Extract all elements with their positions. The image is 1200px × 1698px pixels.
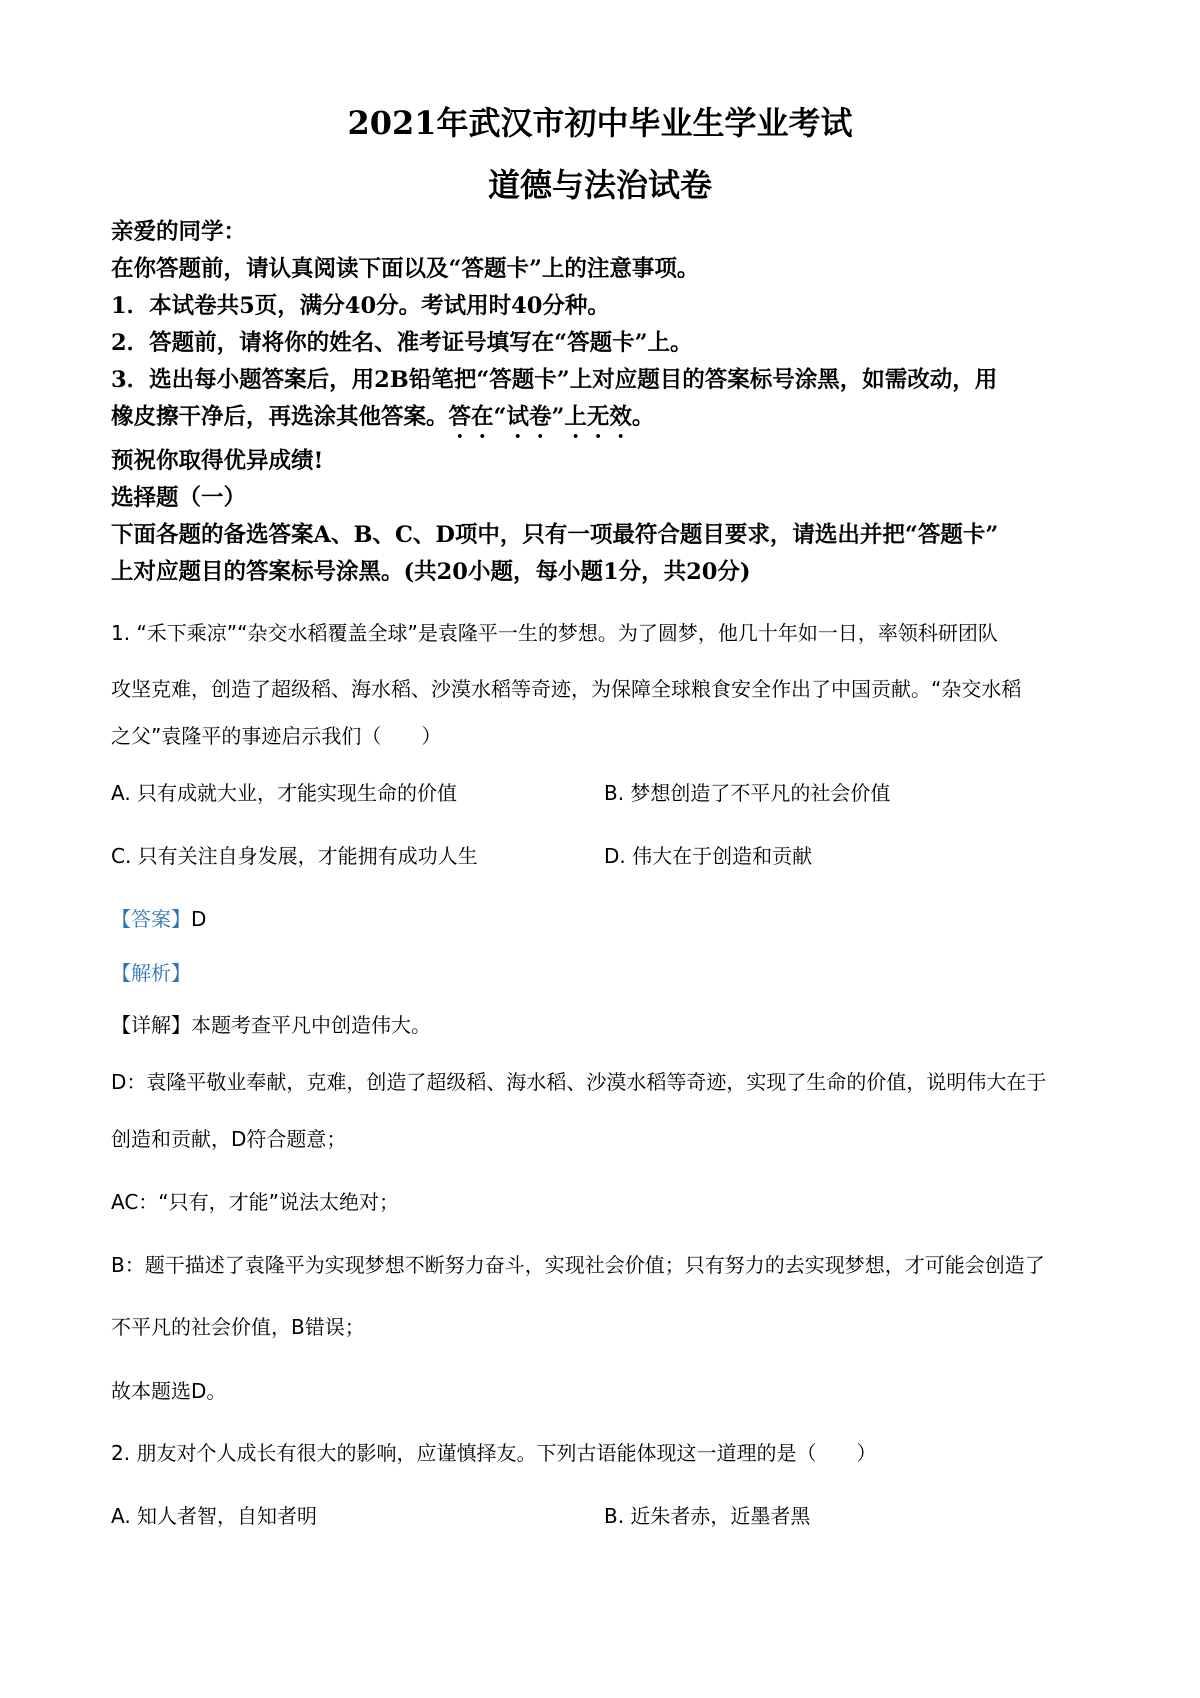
q1-detail: 【详解】本题考查平凡中创造伟大。 — [111, 1013, 431, 1037]
notice-rule-3-line-2 — [111, 398, 1111, 443]
q1-analysis-b-line-1: B：题干描述了袁隆平为实现梦想不断努力奋斗，实现社会价值；只有努力的去实现梦想，才可能会创造了 — [111, 1253, 1045, 1277]
q1-analysis-d-line-1: D：袁隆平敬业奉献，克难，创造了超级稻、海水稻、沙漠水稻等奇迹，实现了生命的价值，说明伟大在于 — [111, 1070, 1047, 1094]
answer-value: D — [191, 907, 207, 931]
q1-answer — [111, 904, 1111, 934]
exam-title: 2021年武汉市初中毕业生学业考试 — [347, 104, 853, 142]
notice-rule-3-line-1: 3．选出每小题答案后，用2B铅笔把“答题卡”上对应题目的答案标号涂黑，如需改动，用 — [111, 367, 998, 393]
notice-intro: 在你答题前，请认真阅读下面以及“答题卡”上的注意事项。 — [111, 256, 700, 282]
answer-tag: 【答案】 — [111, 907, 191, 931]
q1-analysis-b-line-2: 不平凡的社会价值，B错误； — [111, 1315, 365, 1339]
rule-3-end-punct: 。 — [631, 404, 655, 430]
q1-stem-line-2: 攻坚克难，创造了超级稻、海水稻、沙漠水稻等奇迹，为保障全球粮食安全作出了中国贡献。“杂交水稻 — [111, 677, 1022, 701]
notice-rule-1: 1．本试卷共5页，满分40分。考试用时40分种。 — [111, 293, 610, 319]
q2-stem: 2. 朋友对个人成长有很大的影响，应谨慎择友。下列古语能体现这一道理的是（ ） — [111, 1441, 877, 1465]
q1-conclusion: 故本题选D。 — [111, 1379, 227, 1403]
exam-subtitle: 道德与法治试卷 — [487, 166, 712, 204]
section-instruction-line-1: 下面各题的备选答案A、B、C、D项中，只有一项最符合题目要求，请选出并把“答题卡” — [111, 522, 999, 548]
rule-3-plain-text: 橡皮擦干净后，再选涂其他答案。 — [111, 404, 449, 430]
analysis-tag: 【解析】 — [111, 961, 191, 985]
q1-stem-line-1: 1. “禾下乘凉”“杂交水稻覆盖全球”是袁隆平一生的梦想。为了圆梦，他几十年如一日，率领科研团队 — [111, 621, 998, 645]
q1-analysis-ac: AC：“只有，才能”说法太绝对； — [111, 1190, 400, 1214]
q1-analysis-d-line-2: 创造和贡献，D符合题意； — [111, 1127, 347, 1151]
notice-rule-2: 2．答题前，请将你的姓名、准考证号填写在“答题卡”上。 — [111, 330, 693, 356]
q1-stem-line-3: 之父”袁隆平的事迹启示我们（ ） — [111, 724, 442, 748]
q1-option-b: B. 梦想创造了不平凡的社会价值 — [604, 781, 891, 805]
q1-option-a: A. 只有成就大业，才能实现生命的价值 — [111, 781, 458, 805]
q2-option-a: A. 知人者智，自知者明 — [111, 1504, 318, 1528]
rule-3-emphasized-text: 答在“试卷”上无效 — [448, 404, 632, 430]
section-instruction-line-2: 上对应题目的答案标号涂黑。(共20小题，每小题1分，共20分) — [111, 559, 751, 585]
notice-greeting: 亲爱的同学： — [111, 219, 247, 245]
section-heading: 选择题（一） — [111, 485, 247, 511]
q1-option-d: D. 伟大在于创造和贡献 — [604, 844, 813, 868]
q1-option-c: C. 只有关注自身发展，才能拥有成功人生 — [111, 844, 478, 868]
q2-option-b: B. 近朱者赤，近墨者黑 — [604, 1504, 811, 1528]
notice-wish: 预祝你取得优异成绩! — [111, 448, 324, 474]
